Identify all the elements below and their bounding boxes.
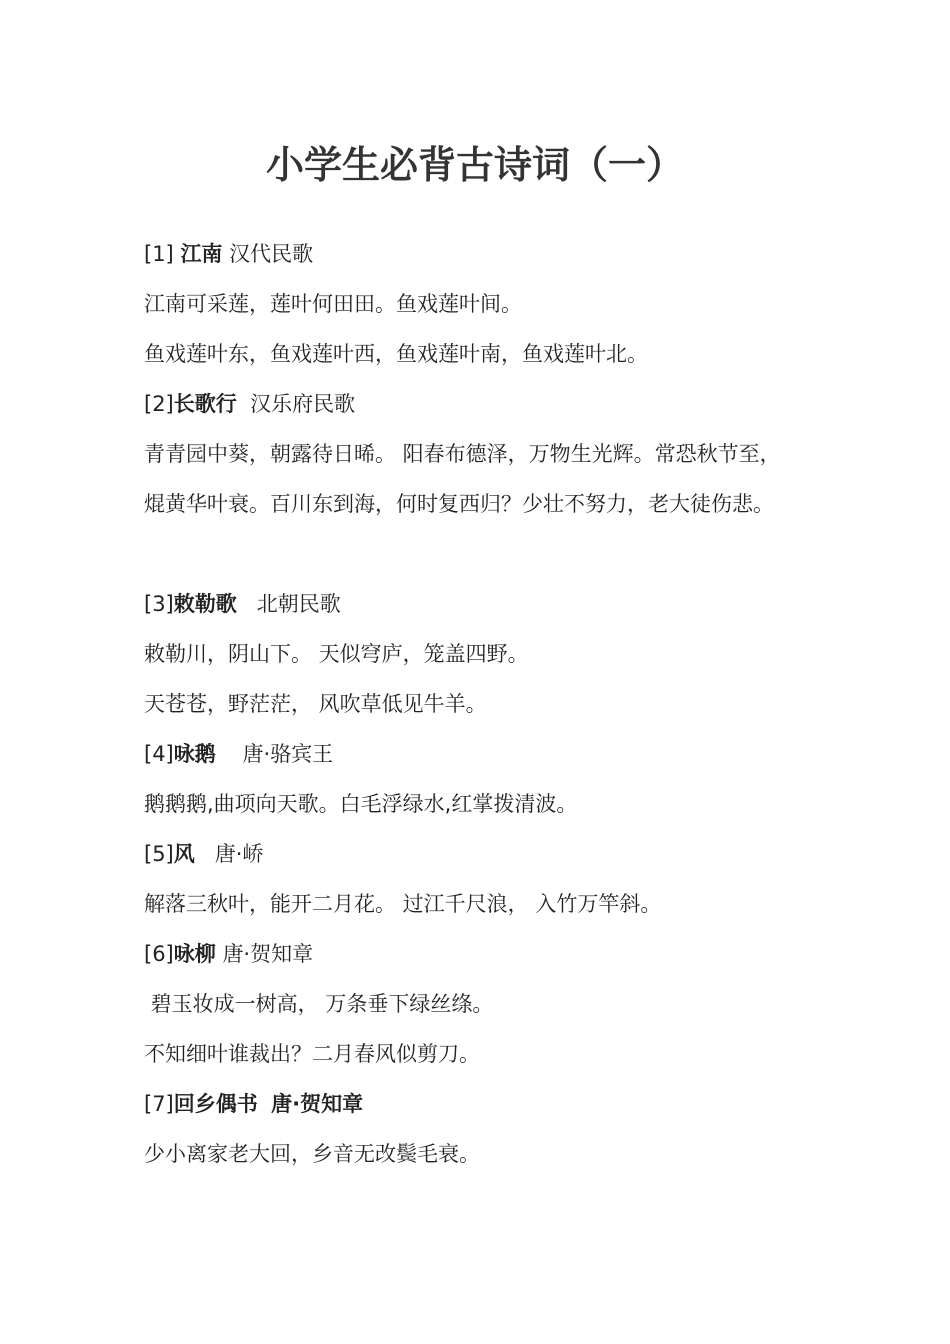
poem-number: [1] bbox=[144, 242, 174, 266]
poem-title: 敕勒歌 bbox=[173, 592, 237, 616]
poem-line: 少小离家老大回，乡音无改鬓毛衰。 bbox=[144, 1142, 480, 1166]
poem-author: 唐·峤 bbox=[214, 842, 264, 866]
page-title: 小学生必背古诗词（一） bbox=[265, 143, 684, 187]
poem-number: [6] bbox=[144, 942, 174, 966]
poem-list bbox=[144, 234, 864, 1184]
poem-title: 风 bbox=[173, 842, 195, 866]
poem-author: 汉代民歌 bbox=[229, 242, 314, 266]
poem-heading bbox=[144, 384, 864, 434]
poem-line: 鹅鹅鹅,曲项向天歌。白毛浮绿水,红掌拨清波。 bbox=[144, 792, 578, 816]
poem-number: [5] bbox=[144, 842, 174, 866]
poem-line: 碧玉妆成一树高， 万条垂下绿丝绦。 bbox=[144, 992, 494, 1016]
poem-heading bbox=[144, 734, 864, 784]
poem-line: 敕勒川，阴山下。 天似穹庐，笼盖四野。 bbox=[144, 642, 529, 666]
poem-number: [3] bbox=[144, 592, 174, 616]
poem-title: 咏鹅 bbox=[173, 742, 216, 766]
poem-title: 回乡偶书 bbox=[173, 1092, 258, 1116]
poem-heading bbox=[144, 934, 864, 984]
poem-line: 解落三秋叶，能开二月花。 过江千尺浪， 入竹万竿斜。 bbox=[144, 892, 662, 916]
poem-number: [7] bbox=[144, 1092, 174, 1116]
poem-line: 天苍苍，野茫茫， 风吹草低见牛羊。 bbox=[144, 692, 487, 716]
spacer bbox=[144, 534, 864, 584]
poem-heading bbox=[144, 834, 864, 884]
poem-author: 唐·贺知章 bbox=[222, 942, 314, 966]
poem-title: 长歌行 bbox=[173, 392, 237, 416]
poem-author: 汉乐府民歌 bbox=[250, 392, 356, 416]
poem-author: 唐·骆宾王 bbox=[242, 742, 334, 766]
poem-author: 唐·贺知章 bbox=[271, 1092, 364, 1116]
poem-number: [2] bbox=[144, 392, 174, 416]
poem-line: 江南可采莲，莲叶何田田。鱼戏莲叶间。 bbox=[144, 292, 522, 316]
poem-heading bbox=[144, 1084, 864, 1134]
poem-line: 不知细叶谁裁出？二月春风似剪刀。 bbox=[144, 1042, 480, 1066]
poem-line: 鱼戏莲叶东，鱼戏莲叶西，鱼戏莲叶南，鱼戏莲叶北。 bbox=[144, 342, 648, 366]
poem-line: 青青园中葵，朝露待日晞。 阳春布德泽，万物生光辉。常恐秋节至， bbox=[144, 442, 781, 466]
poem-author: 北朝民歌 bbox=[256, 592, 341, 616]
poem-heading bbox=[144, 234, 864, 284]
poem-number: [4] bbox=[144, 742, 174, 766]
poem-heading bbox=[144, 584, 864, 634]
poem-title: 咏柳 bbox=[173, 942, 216, 966]
poem-line: 焜黄华叶衰。百川东到海，何时复西归？少壮不努力，老大徒伤悲。 bbox=[144, 492, 774, 516]
poem-title: 江南 bbox=[180, 242, 223, 266]
